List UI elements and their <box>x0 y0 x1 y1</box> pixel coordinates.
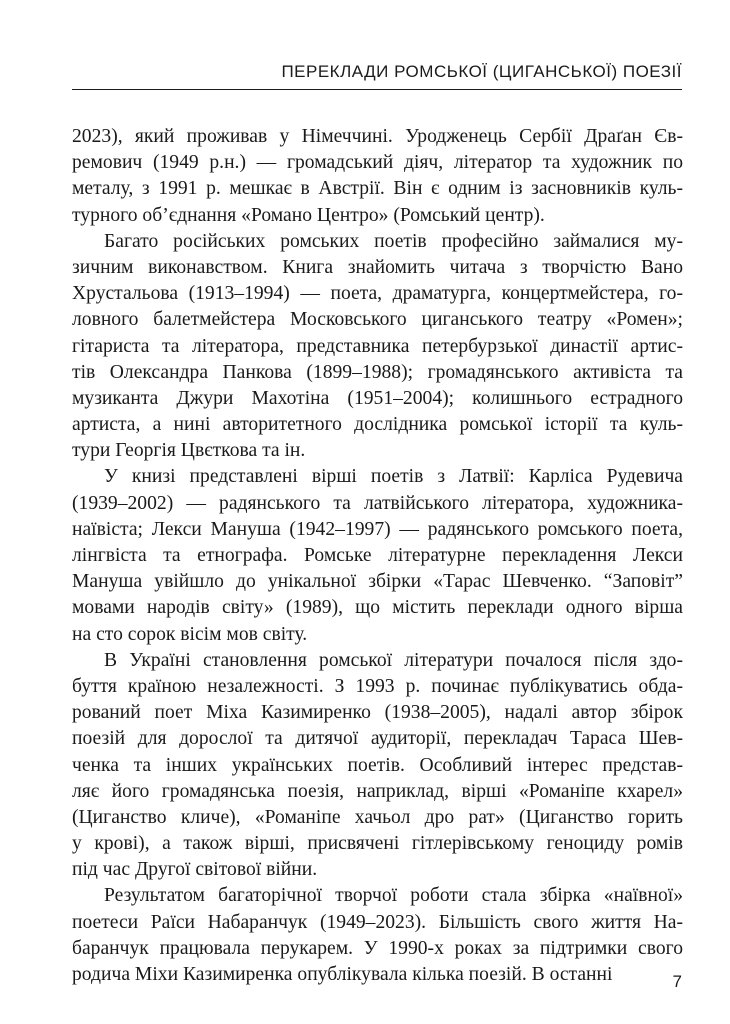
text-line: Багато російських ромських поетів професійно займалися му- <box>104 230 683 252</box>
page-number: 7 <box>672 972 682 991</box>
text-line: турного об’єднання «Романо Центро» (Ромський центр). <box>72 204 545 226</box>
text-line: тури Георгія Цвєткова та ін. <box>72 440 306 462</box>
running-head: ПЕРЕКЛАДИ РОМСЬКОЇ (ЦИГАНСЬКОЇ) ПОЕЗІЇ <box>281 62 682 81</box>
body-text <box>72 124 683 988</box>
text-line: металу, з 1991 р. мешкає в Австрії. Він є одним із засновників куль- <box>72 178 683 200</box>
text-line: буття країною незалежності. З 1993 р. починає публікуватись обда- <box>72 675 683 697</box>
text-line: наївіста; Лекси Мануша (1942–1997) — радянського ромського поета, <box>72 518 683 540</box>
header-rule <box>72 89 682 90</box>
text-line: зичним виконавством. Книга знайомить читача з творчістю Вано <box>72 256 683 278</box>
text-line: лінгвіста та етнографа. Ромське літературне перекладення Лекси <box>72 545 683 566</box>
text-line: родича Міхи Казимиренка опублікувала кілька поезій. В останні <box>72 964 613 985</box>
text-line: Хрустальова (1913–1994) — поета, драматурга, концертмейстера, го- <box>72 283 683 305</box>
text-line: (1939–2002) — радянського та латвійського літератора, художника- <box>72 492 683 514</box>
text-line: тів Олександра Панкова (1899–1988); громадянського активіста та <box>72 361 683 383</box>
text-line: рований поет Міха Казимиренко (1938–2005), надалі автор збірок <box>72 702 683 724</box>
text-line: Мануша увійшло до унікальної збірки «Тарас Шевченко. “Заповіт” <box>72 571 683 593</box>
text-line: артиста, а нині авторитетного дослідника ромської історії та куль- <box>72 414 683 436</box>
text-line: поезій для дорослої та дитячої аудиторії, перекладач Тараса Шев- <box>72 728 683 750</box>
text-line: У книзі представлені вірші поетів з Латвії: Карліса Рудевича <box>104 466 683 488</box>
text-line: у крові), а також вірші, присвячені гітлерівському геноциду ромів <box>72 833 683 855</box>
text-line: баранчук працювала перукарем. У 1990-х роках за підтримки свого <box>72 937 683 959</box>
text-line: В Україні становлення ромської літератури почалося після здо- <box>104 649 683 671</box>
paragraph-3 <box>72 464 683 647</box>
text-line: ченка та інших українських поетів. Особливий інтерес представ- <box>72 754 683 776</box>
text-line: музиканта Джури Махотіна (1951–2004); колишнього естрадного <box>72 387 683 409</box>
text-line: ловного балетмейстера Московського циганського театру «Ромен»; <box>72 309 683 331</box>
paragraph-4 <box>72 648 683 884</box>
text-line: поетеси Раїси Набаранчук (1949–2023). Більшість свого життя На- <box>72 911 683 933</box>
paragraph-1 <box>72 124 683 229</box>
text-line: ремович (1949 р.н.) — громадський діяч, літератор та художник по <box>72 152 683 174</box>
text-line: 2023), який проживав у Німеччині. Уродженець Сербії Драґан Єв- <box>72 126 683 147</box>
paragraph-2 <box>72 229 683 465</box>
text-line: (Циганство кличе), «Романіпе хачьол дро рат» (Циганство горить <box>72 806 683 828</box>
text-line: ляє його громадянська поезія, наприклад, вірші «Романіпе кхарел» <box>72 780 683 802</box>
text-line: під час Другої світової війни. <box>72 859 318 881</box>
paragraph-5 <box>72 883 683 988</box>
text-line: Результатом багаторічної творчої роботи стала збірка «наївної» <box>104 885 683 907</box>
text-line: на сто сорок вісім мов світу. <box>72 623 308 645</box>
text-line: гітариста та літератора, представника петербурзької династії артис- <box>72 335 683 357</box>
text-line: мовами народів світу» (1989), що містить переклади одного вірша <box>72 597 683 619</box>
